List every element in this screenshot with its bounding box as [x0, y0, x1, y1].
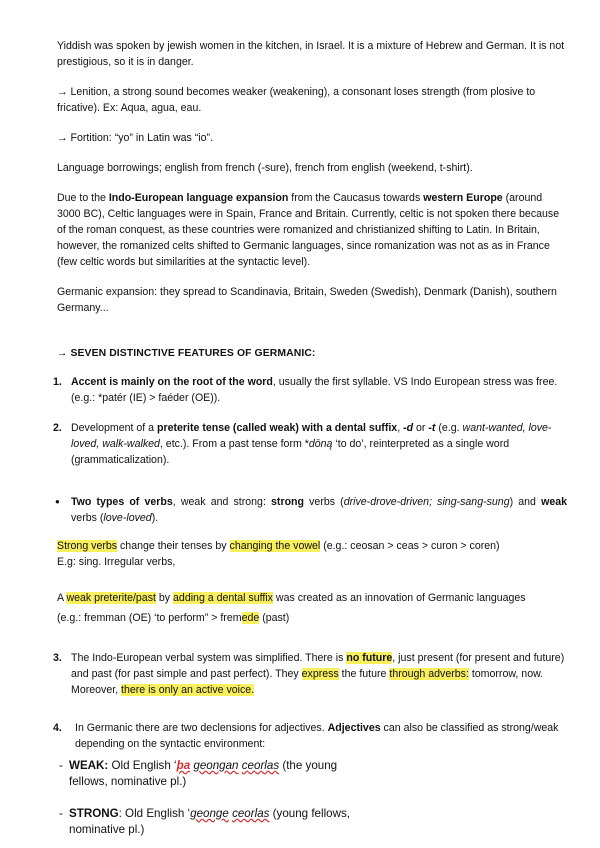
- paragraph-germanic-expansion: Germanic expansion: they spread to Scandinavia, Britain, Sweden (Swedish), Denmark (Danish), southern Germany...: [57, 286, 557, 314]
- paragraph-yiddish: Yiddish was spoken by jewish women in the kitchen, in Israel. It is a mixture of Hebrew and German. It is not prestigious, so it is in danger.: [57, 40, 565, 68]
- paragraph-indo-european: Due to the Indo-European language expansion from the Caucasus towards western Europe (around 3000 BC), Celtic languages were in Spain, France and Britain. Currently, celtic is not spoken there because of the roman conquest, as these countries were romanized and christianized shifting to Latin. In Britain, however, the romanized celts shifted to Germanic languages, since romanization was not as as in France (few celtic words but similarities at the syntactic level).: [57, 192, 560, 268]
- feature-3: 3. The Indo-European verbal system was simplified. There is no future, just present (for present and future) and past (for past simple and past perfect). They express the future through adverbs: tomorrow, now. Moreover, there is only an active voice.: [53, 652, 565, 696]
- weak-preterite-note: A weak preterite/past by adding a dental suffix was created as an innovation of Germanic languages: [57, 592, 526, 604]
- weak-adjective-example: - WEAK: Old English ‘þa geongan ceorlas (the young fellows, nominative pl.): [59, 759, 338, 788]
- section-heading: → SEVEN DISTINCTIVE FEATURES OF GERMANIC:: [57, 348, 316, 359]
- feature-1: 1. Accent is mainly on the root of the word, usually the first syllable. VS Indo European stress was free. (e.g.: *patér (IE) > faéder (OE)).: [53, 376, 558, 404]
- strong-adjective-example: - STRONG: Old English ‘geonge ceorlas (young fellows, nominative pl.): [59, 807, 350, 836]
- feature-2: 2. Development of a preterite tense (called weak) with a dental suffix, -d or -t (e.g. want-wanted, love-loved, walk-walked, etc.). From a past tense form *dōną ‘to do’, reinterpreted as a single word (grammaticalization).: [53, 422, 552, 466]
- feature-4: 4. In Germanic there are two declensions for adjectives. Adjectives can also be classified as strong/weak depending on the syntactic environment:: [53, 722, 559, 750]
- weak-preterite-example: (e.g.: fremman (OE) ‘to perform” > fremede (past): [57, 612, 290, 624]
- strong-verbs-example: E.g: sing. Irregular verbs,: [57, 556, 176, 568]
- paragraph-fortition: → Fortition: “yo” in Latin was “io”.: [57, 132, 214, 144]
- paragraph-lenition: → Lenition, a strong sound becomes weaker (weakening), a consonant loses strength (from plosive to fricative). Ex: Aqua, agua, eau.: [57, 86, 536, 114]
- document-body: [53, 38, 567, 838]
- paragraph-borrowings: Language borrowings; english from french (-sure), french from english (weekend, t-shirt).: [57, 162, 473, 174]
- bullet-verb-types: ● Two types of verbs, weak and strong: strong verbs (drive-drove-driven; sing-sang-sung) and weak verbs (love-loved).: [55, 496, 567, 524]
- strong-verbs-note: Strong verbs change their tenses by changing the vowel (e.g.: ceosan > ceas > curon > coren): [57, 540, 500, 552]
